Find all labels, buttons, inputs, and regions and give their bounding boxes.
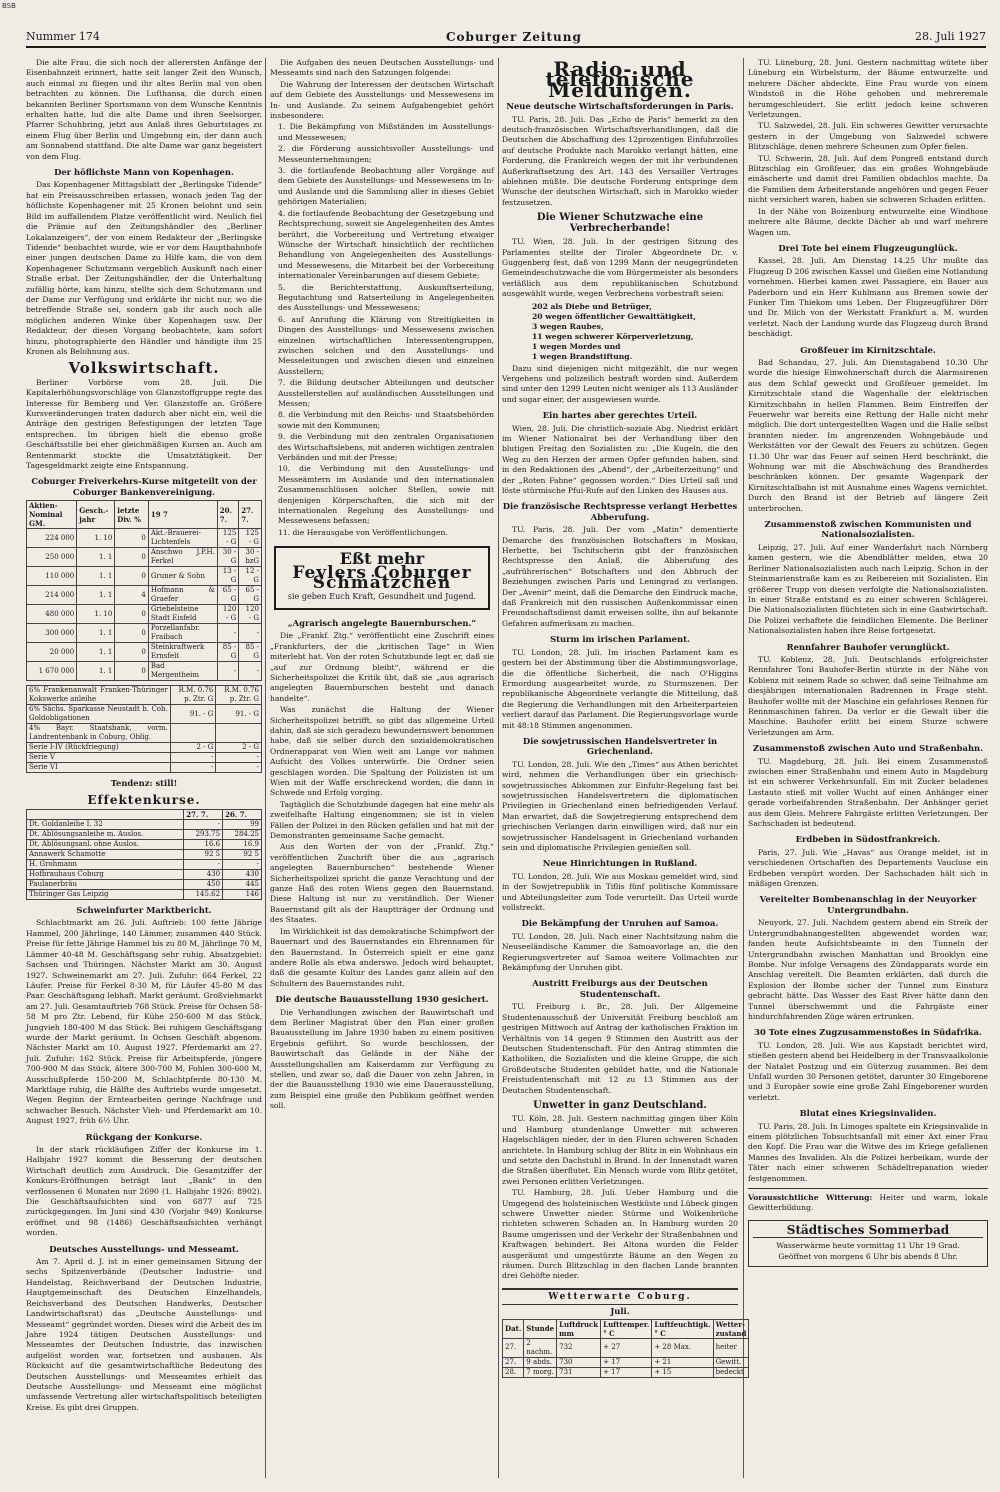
article-text: TU. London, 28. Juli. Nach einer Nachtsitzung nahm die Neuseeländische Kammer die Samoavorlage an, die den Regierungsvertreter auf Samoa weitere Vollmachten zur Bekämpfung der Unruhen gibt. [502, 931, 738, 973]
table-row [27, 763, 262, 773]
table-cell: 6% Sächs. Sparkasse Neustadt b. Cob. Goldobligationen [27, 705, 171, 724]
weather-month: Juli. [610, 1306, 630, 1317]
article-text: TU. London, 28. Juli. Wie den „Times“ aus Athen berichtet wird, nehmen die Verhandlungen über ein griechisch-sowjetrussisches Abkommen zur Einfuhr-Regelung fast bei sowjetrussischen Handelsvertretern die diplomatischen Privilegien in Griechenland einen befriedigenden Verlauf. Man erwartet, daß die Sowjetregierung entsprechend dem griechischen Verlangen darin einwilligen wird, daß nur ein sowjetrussischer Handelsagent in Griechenland vorhanden sein und diplomatische Privilegien genießen soll. [502, 759, 738, 852]
table-cell: 1. 1 [77, 662, 115, 681]
column-divider [265, 58, 266, 1478]
issue-date: 28. Juli 1927 [914, 30, 986, 43]
forecast-text: Heiter und warm, lokale Gewitterbildung. [748, 1193, 988, 1213]
table-cell: 125 - G [217, 529, 238, 548]
list-item: 1. Die Bekämpfung von Mißständen im Ausstellungs- und Messewesen; [278, 122, 494, 142]
table-cell: Gruner & Sohn [148, 567, 217, 586]
table-cell: 0 [115, 643, 149, 662]
article-heading: Drei Tote bei einem Flugzeugunglück. [778, 242, 958, 253]
list-item: 11. die Herausgabe von Veröffentlichungen. [278, 527, 448, 537]
article-heading: Die französische Rechtspresse verlangt Herbettes Abberufung. [502, 501, 738, 522]
issue-number: Nummer 174 [26, 30, 100, 43]
table-header-row [503, 1319, 749, 1338]
table-cell: 92 5 [184, 850, 223, 860]
table-cell: 120 - G [217, 605, 238, 624]
table-cell: 1 670 000 [27, 662, 77, 681]
article-text: Was zunächst die Haltung der Wiener Sicherheitspolizei betrifft, so gibt das allgemeine Urteil dahin, daß sie sich geradezu bewundernswert benommen habe, daß sie selber durch den sozialdemokratischen Ordnerapparat von Wien weit am Lange vor nahmen Aufsicht des Volkes unterwürfe. Die Ordner seien geschlagen worden. Die Spaltung der Polizisten ist um Wien mit der Waffe erschreckend worden, die dann in Schwede und Erfolg vorging. [270, 705, 494, 798]
column-divider [743, 58, 744, 1478]
table-header-cell: Wetter-zustand [713, 1319, 749, 1338]
table-row [27, 880, 262, 890]
table-cell: 430 [184, 870, 223, 880]
numbered-list [270, 122, 494, 538]
table-row [27, 830, 262, 840]
table-cell: Dt. Goldanleihe I. 32 [27, 820, 184, 830]
table-cell: 30 - bzG [239, 548, 262, 567]
table-cell: 1. 1 [77, 567, 115, 586]
sommerbad-water-temp: Wasserwärme heute vormittag 11 Uhr 19 Grad. [776, 1241, 960, 1251]
table-cell: + 17 [601, 1367, 652, 1377]
article-text: Schlachtmarkt am 26. Juli. Auftrieb: 100 fette Jährige Hammel, 200 Jährlinge, 140 Lämmer, zusammen 440 Stück. Preise für fette Jährige Hammel bis zu 80 M, Jährlinge 70 M, Lämmer 40-48 M. Geschäftsgang sehr ruhig. Absatzgebiet: Sachsen und Thüringen. Nächster Markt am 30. August 1927. Schweinemarkt am 27. Juli. Zufuhr: 664 Ferkel, 22 Läufer. Preise für Ferkel 8-30 M, für Läufer 45-80 M das Paar. Geschäftsgang lebhaft. Markt geräumt. Großviehmarkt am 27. Juli. Gesamtauftrieb 768 Stück. Preise für Ochsen 58-58 M pro Ztr. Lebend, für Kühe 250-600 M das Stück, Jungvieh 180-400 M das Stück. Bei ruhigem Geschäftsgang wurde der Markt geräumt. In Ochsen Geschäft abgenom. Nächster Markt am 10. August 1927. Pferdemarkt am 27. Juli. Zufuhr: 162 Stück. Preise für Arbeitspferde, jüngere 700-900 M das Stück, ältere 300-700 M, Fohlen 300-600 M, Ausschußpferde 150-200 M, Schlachtpferde 80-130 M. Marktlage ruhig, die Hälfte des Auftriebs wurde umgesetzt. Wegen Beginn der Erntearbeiten geringe Nachfrage und schwacher Besuch. Nächster Vieh- und Pferdemarkt am 10. August 1927, früh 6½ Uhr. [26, 918, 262, 1126]
article-text: TU. Wien, 28. Juli. In der gestrigen Sitzung des Parlamentes stellte der Tiroler Abgeordnete Dr. v. Guggenberg fest, daß von 1299 Mann der neugegründeten Gemeindeschutzwache die vom Bürgermeister als besonders verläßlich aus dem republikanischen Schutzbund ausgewählt wurde, wegen Verbrechens vorbestraft seien: [502, 237, 738, 299]
article-text: Die alte Frau, die sich noch der allerersten Anfänge der Eisenbahnzeit erinnert, hatte seit langer Zeit den Wunsch, auch einmal zu fliegen und ihr altes Berlin mal von oben betrachten zu können. Die Lufthansa, die durch einen bekannten Berliner Sportsmann von dem Wunsche Kenntnis erhalten hatte, lud die alte Dame und ihren Seelsorger, Pfarrer Schuhbring, jetzt aus Anlaß ihres Geburtstages zu einem Flug über Berlin und Umgebung ein, der dann auch am Sonnabend stattfand. Die alte Dame war ganz begeistert von dem Flug. [26, 58, 262, 161]
table-cell: - [216, 763, 262, 773]
table-cell: 16.6 [184, 840, 223, 850]
table-cell: Porzellanfabr. Fraibach [148, 624, 217, 643]
article-text: TU. Hamburg, 28. Juli. Ueber Hamburg und die Umgegend des holsteinischen Westküste und Lübeck gingen schwere Unwetter nieder. Stürme und Wolkenbrüche richteten schweren Schaden an. In Hamburg wurden 20 Baume umgerissen und der Verkehr der Straßenbahnen und Kraftwagen behindert. Bei Altona wurden die Felder ausgeräumt und umgestürzte Bäume an den Wegen zu räumen. Durch Blitzschlag in den flachen Lande brannten drei Gehöfte nieder. [502, 1188, 738, 1281]
table-cell: + 21 [652, 1357, 713, 1367]
table-cell: Dt. Ablösungsanleihe m. Auslos. [27, 830, 184, 840]
table-cell: 6% Frankenanwalt Franken-Thüringer Kokswerke anleihe [27, 686, 171, 705]
article-heading: Rückgang der Konkurse. [85, 1131, 203, 1142]
table-cell: 7 morg. [524, 1367, 557, 1377]
column-2 [270, 58, 494, 1478]
article-heading: Deutsches Ausstellungs- und Messeamt. [49, 1243, 239, 1254]
table-cell: 145.62 [184, 890, 223, 900]
table-cell: 20 000 [27, 643, 77, 662]
table-row [503, 1338, 749, 1357]
table-cell: 450 [184, 880, 223, 890]
table-cell: 65 - G [239, 586, 262, 605]
table-header-cell: Luftdruck mm [557, 1319, 601, 1338]
table-cell: 28. [503, 1367, 524, 1377]
list-item: 20 wegen öffentlicher Gewalttätigkeit, [532, 311, 696, 321]
table-header-cell: Stunde [524, 1319, 557, 1338]
table-cell: 731 [557, 1367, 601, 1377]
table-cell: + 15 [652, 1367, 713, 1377]
table-row [27, 686, 262, 705]
table-body [27, 686, 262, 773]
article-text: TU. Lüneburg, 28. Juni. Gestern nachmittag wütete über Lüneburg ein Wirbelsturm, der Bäume entwurzelte und mehrere Dächer abdeckte. Eine Frau wurde von einem Windstoß in die Höhe gehoben und mehreremale herumgeschleudert. Sie erlitt jedoch keine schweren Verletzungen. [748, 58, 988, 120]
list-item: 10. die Verbindung mit den Ausstellungs- und Messeämtern im Auslande und den internationalen Zusammenschlüssen solcher Stellen, sowie mit denjenigen Körperschaften, die sich mit der internationalen Regelung des Ausstellungs- und Messewesens befassen; [278, 464, 494, 526]
table-row [27, 567, 262, 586]
table-row [27, 662, 262, 681]
table-row [27, 753, 262, 763]
table-row [27, 850, 262, 860]
statistics-list [532, 302, 738, 362]
table-cell: 2 nachm. [524, 1338, 557, 1357]
table-body [27, 820, 262, 900]
table-cell: Gewitt. [713, 1357, 749, 1367]
table-row [27, 840, 262, 850]
table-cell: 430 [223, 870, 262, 880]
table-row [27, 643, 262, 662]
article-heading: Neue Hinrichtungen in Rußland. [542, 858, 698, 869]
table-cell: 12 - G [239, 567, 262, 586]
list-item: 5. die Berichterstattung, Auskunftserteilung, Begutachtung und Ratserteilung in Angelegenheiten des Ausstellungs- und Messewesens; [278, 282, 494, 313]
article-text: Die Aufgaben des neuen Deutschen Ausstellungs- und Messeamts sind nach den Satzungen folgende: [270, 58, 494, 78]
market-tendency: Tendenz: still! [110, 778, 178, 789]
article-text: TU. Koblenz, 28. Juli. Deutschlands erfolgreichster Rennfahrer Toni Bauhofer-Berlin stürzte in der Nähe von Koblenz mit seinem Rade so schwer, daß seine Teilnahme am diesjährigen internationalen Radrennen in Frage steht. Bauhofer wollte mit der Maschine ein gefahrloses Rennen für Rennmaschinen fahren. Da verlor er die Gewalt über die Maschine. Bauhofer erlitt bei einem Sturze schwere Verletzungen am Arm. [748, 654, 988, 737]
table-cell: 1. 10 [77, 605, 115, 624]
article-text: TU. London, 28. Juli. Im irischen Parlament kam es gestern bei der Abstimmung über die Abstimmungsvorlage, die die öffentliche Sicherheit, die nach O'Higgins Ermordung ausgearbeitet wurde, zu Sturmszenen. Der republikanische Abgeordnete verlangte die Mitteilung, daß die Regierung die Verhandlungen mit den Arbeiterparteien verliert darauf das Parlament. Die Regierungsvorlage wurde mit 48:18 Stimmen angenommen. [502, 647, 738, 730]
table-cell: 445 [223, 880, 262, 890]
table-cell: 0 [115, 548, 149, 567]
table-row [27, 624, 262, 643]
table-cell: Hofmann & Graefer [148, 586, 217, 605]
article-heading: Die sowjetrussischen Handelsvertreter in Griechenland. [522, 735, 718, 757]
table-row [27, 870, 262, 880]
table-cell: Annawerk Schamotte [27, 850, 184, 860]
column-4 [748, 58, 988, 1478]
table-cell: 30 - G [217, 548, 238, 567]
table-header-cell: Aktien-Nominal GM. [27, 501, 77, 529]
table-header-cell: 20. 7. [217, 501, 238, 529]
table-cell: Anschwo J.P.H. Ferkel [148, 548, 217, 567]
table-cell: 300 000 [27, 624, 77, 643]
table-cell: 9 abds. [524, 1357, 557, 1367]
table-cell: 65 - G [217, 586, 238, 605]
table-row [27, 586, 262, 605]
table-cell: 284.25 [223, 830, 262, 840]
article-heading: Zusammenstoß zwischen Auto und Straßenbahn. [752, 743, 984, 754]
article-text: Leipzig, 27. Juli. Auf einer Wanderfahrt nach Nürnberg kamen gestern, wie die Abendblätter melden, etwa 20 Berliner Nationalsozialisten auch nach Leipzig. Schon in der Steinmarienstraße kam es zu Reibereien mit Sozialisten. Ein größerer Trupp von diesen verfolgte die Nationalsozialisten. In einer Straße entstand es zu einer schweren Schlägerei. Die Nationalsozialisten flüchteten sich in eine Gastwirtschaft. Die Polizei verhaftete die feindlichen Elemente. Die Berliner Nationalsozialisten haben ihre Reise fortgesetzt. [748, 542, 988, 636]
table-row [27, 743, 262, 753]
article-heading: Blutat eines Kriegsinvaliden. [799, 1108, 937, 1119]
article-heading: Sturm im irischen Parlament. [550, 634, 690, 645]
table-cell: - [170, 753, 216, 763]
table-cell: 0 [115, 605, 149, 624]
list-item: 3 wegen Raubes, [532, 321, 604, 331]
article-text: Neuyork, 27. Juli. Nachdem gestern abend ein Streik der Untergrundbahnangestellten abgewendet worden war, fanden heute Aufsichtsbeamte in den Tunneln der Untergrundbahn zwischen Manhattan und Brooklyn eine Bombe. Nur infolge Versagens des Zündapparats wurde ein Anschlag vereitelt. Die Beamten erklärten, daß durch die Explosion der Bombe sicher der Tunnel zum Einsturz gebracht hätte. Das Wasser des East River hätte dann den Tunnel überschwemmt und die Fahrgäste einer hindurchfahrenden Züge wären ertrunken. [748, 918, 988, 1021]
table-row [27, 724, 262, 743]
table-header-cell [27, 810, 184, 820]
article-text: Tagtäglich die Schutzbunde dagegen hat eine mehr als zweifelhafte Haltung eingenommen; sie ist in vielen Fällen der Polizei in den Rücken gefallen und hat mit der Demonstranten gemeinsame Sache gemacht. [270, 799, 494, 841]
sommerbad-notice [748, 1220, 988, 1267]
article-text: Aus den Worten der von der „Frankf. Ztg.“ veröffentlichen Zuschrift über die aus „agrarisch angelegten Bauernburschen“ bestehende Wiener Sicherheitspolizei spricht die ganze Verachtung und der ganze Haß des roten Wiens gegen den Bauernstand. Diese Haltung ist nur zu verständlich. Der Wiener Bauernstand gilt als der Hauptträger der Ordnung und des Staates. [270, 842, 494, 925]
article-heading: „Agrarisch angelegte Bauernburschen.“ [287, 617, 477, 628]
table-cell: 224 000 [27, 529, 77, 548]
table-header-row [27, 810, 262, 820]
table-header-cell: letzte Div. % [115, 501, 149, 529]
table-header-cell: Luftfeuchtigk. ° C [652, 1319, 713, 1338]
table-body [503, 1338, 749, 1377]
table-cell: - [184, 860, 223, 870]
table-cell: Serie I-IV (Rückfriegung) [27, 743, 171, 753]
list-item: 4. die fortlaufende Beobachtung der Gesetzgebung und Rechtsprechung, soweit sie Angelegenheiten des Amtes berührt, die Vorbereitung und Vertretung etwaiger Wünsche der Wirtschaft hinsichtlich der rechtlichen Behandlung von Angelegenheiten des Ausstellungs- und Messewesens, die Mitarbeit bei der Vorbereitung internationaler Vereinbarungen auf diesem Gebiete; [278, 208, 494, 281]
ad-headline: Eßt mehr [339, 549, 425, 569]
table-cell: 91. - G [216, 705, 262, 724]
page-header [26, 26, 986, 48]
table-cell: 4 [115, 586, 149, 605]
table-cell: 1. 10 [77, 529, 115, 548]
article-heading: Der höflichste Mann von Kopenhagen. [54, 167, 234, 178]
table-cell: H. Grohmann [27, 860, 184, 870]
table-cell [170, 724, 216, 743]
table-cell: 85 - G [239, 643, 262, 662]
article-heading: Die deutsche Bauausstellung 1930 gesichert. [275, 994, 489, 1005]
table-header-cell: Lufttemper. ° C [601, 1319, 652, 1338]
table-cell: - [217, 662, 238, 681]
table-cell: Paulanerbräu [27, 880, 184, 890]
forecast-label: Voraussichtliche Witterung: [748, 1193, 873, 1203]
article-text: Das Kopenhagener Mittagsblatt der „Berlingske Tidende“ hat ein Preisausschreiben erlassen, wonach jeden Tag der höflichste Kopenhagener mit 25 Kronen belohnt und sein Bild im auffallendem Platze veröffentlicht wird. Neulich fiel die Prämie auf den Zeitungshändler des „Berliner Lokalanzeigers“, der von einem Redakteur der „Berlingske Tidende“ beobachtet wurde, wie er vor dem Hauptbahnhofe einer jungen deutschen Dame zu Hilfe kam, die von dem Kopenhagener Schutzmann vergeblich Auskunft nach einer Straße erbat. Der Zeitungshändler, der die Unterhaltung zufällig hörte, kam hinzu, stellte sich dem Schutzmann und der Dame zur Verfügung und erklärte ihr nicht nur, wo die betreffende Straße sei, sondern gab ihr auch noch alle möglichen anderen Winke über Kopenhagen usw. Der Redakteur, der diesen Vorgang beobachtete, kam sofort hinzu, photographierte den Händler und händigte ihm 25 Kronen als Belohnung aus. [26, 180, 262, 356]
table-cell [216, 724, 262, 743]
ad-brand: Feylers Coburger Schmätzchen [292, 562, 472, 594]
table-cell: heiter [713, 1338, 749, 1357]
table-header-cell: 27. 7. [184, 810, 223, 820]
table-cell: 250 000 [27, 548, 77, 567]
table-row [27, 860, 262, 870]
table-cell: Dt. Ablösungsanl. ohne Auslos. [27, 840, 184, 850]
article-heading: Erdbeben in Südostfrankreich. [795, 834, 941, 845]
table-cell: 0 [115, 567, 149, 586]
list-item: 7. die Bildung deutscher Abteilungen und deutscher Ausstellerstellen auf ausländischen Ausstellungen und Messen; [278, 378, 494, 408]
article-heading: Die Bekämpfung der Unruhen auf Samoa. [521, 918, 719, 929]
table-header-cell: 26. 7. [223, 810, 262, 820]
list-item: 11 wegen schwerer Körperverletzung, [532, 331, 694, 341]
article-heading: Unwetter in ganz Deutschland. [533, 1099, 707, 1111]
bond-table [26, 685, 262, 773]
table-cell: 0 [115, 624, 149, 643]
table-row [503, 1357, 749, 1367]
table-cell: - [239, 662, 262, 681]
table-cell: 1. 1 [77, 643, 115, 662]
effekten-table [26, 809, 262, 900]
table-cell: 214 000 [27, 586, 77, 605]
table-header-cell: Dat. [503, 1319, 524, 1338]
article-text: TU. Paris, 28. Juli. Der vom „Matin“ dementierte Demarche des französischen Botschafters in Moskau, Herbette, bei Tschitscherin gibt der französischen Rechtspresse den Anlaß, die Abberufung des „aufrührerischen“ Botschafters und den Abbruch der Beziehungen zwischen Paris und Leningrad zu verlangen. Der „Avenir“ meint, daß die Demarche den Eindruck mache, daß Frankreich mit den russischen Außenkommissar einen Freundschaftsdienst damit erweisen sollte, ihn auf bekannte Gefahren aufmerksam zu machen. [502, 525, 738, 628]
article-text: TU. London, 28. Juli. Wie aus Moskau gemeldet wird, sind in der Sowjetrepublik in Tiflis fünf politische Kommissare und Abteilungsleiter zum Tode verurteilt. Das Urteil wurde vollstreckt. [502, 871, 738, 913]
article-text: Im Wirklichkeit ist das demokratische Schimpfwort der Bauernart und des Bauernstandes ein Ehrennamen für den Bauernstand. In Österreich spielt er eine ganz andere Rolle als etwa anderswo. Jedoch wird behauptet, daß die gesamte Kultur des Landes ganz allein auf den Schultern des Bauernstandes ruht. [270, 926, 494, 988]
table-row [27, 548, 262, 567]
article-heading: Austritt Freiburgs aus der Deutschen Studentenschaft. [532, 978, 708, 999]
table-cell: Akt.-Brauerei-Lichtenfels [148, 529, 217, 548]
table-cell: 1. 1 [77, 586, 115, 605]
library-watermark: BSB [2, 2, 16, 10]
list-item: 9. die Verbindung mit den zentralen Organisationen des Wirtschaftslebens, mit anderen wichtigen zentralen Verbänden und mit der Presse; [278, 432, 494, 463]
table-cell: 146 [223, 890, 262, 900]
table-cell: 2 - G [170, 743, 216, 753]
table-cell: 125 - G [239, 529, 262, 548]
table-cell: Serie V [27, 753, 171, 763]
table-header-cell: 19 7 [148, 501, 217, 529]
table-cell: 99 [223, 820, 262, 830]
article-text: Die Wahrung der Interessen der deutschen Wirtschaft auf dem Gebiete des Ausstellungs- und Messewesens im In- und Auslande. Zu seinem Aufgabengebiet gehört insbesondere: [270, 79, 494, 121]
advertisement [274, 546, 490, 610]
article-text: Die „Frankf. Ztg.“ veröffentlicht eine Zuschrift eines „Frankfurters, der die „kritischen Tage“ in Wien miterlebt hat. Von der roten Schutzbunde legt er, daß sie „auf zur Ordnung bleibt“, während er die Sicherheitspolizei die Kritik übt, daß sie „aus agrarisch angelegten Bauernburschen besteht und danach handelte“. [270, 631, 494, 703]
table-cell: - [239, 624, 262, 643]
table-cell: R.M. 0.76 p. Ztr. G [216, 686, 262, 705]
table-cell: 27. [503, 1338, 524, 1357]
table-heading: Coburger Freiverkehrs-Kurse mitgeteilt von der Coburger Bankenvereinigung. [31, 476, 257, 497]
article-text: Berliner Vorbörse vom 28. Juli. Die Kapitalerhöhungsvorschläge von Glanzstoffgruppe regte das Interesse für Bemberg und Ver. Glanzstoffe an. Größere Kursveränderungen traten dadurch aber nicht ein, weil die Anträge den gestrigen Befestigungen der letzten Tage entsprechen. Im übrigen hielt die ebenso große Geschäftsstille bei eher gleichmäßigen Kursen an. Auch am Rentenmarkt stockte die Umsatztätigkeit. Der Tagesgeldmarkt zeigte eine Entspannung. [26, 377, 262, 471]
table-row [27, 529, 262, 548]
table-cell: R.M. 0.76 p. Ztr. G [170, 686, 216, 705]
table-cell: - [216, 753, 262, 763]
list-item: 1 wegen Mordes und [532, 341, 621, 351]
table-cell: - [223, 860, 262, 870]
table-cell: 4% Bayr. Staatsbank, vorm. Landrentenbank in Coburg, Oblig. [27, 724, 171, 743]
article-heading: Zusammenstoß zwischen Kommunisten und Nationalsozialisten. [764, 519, 972, 540]
article-text: TU. Magdeburg, 28. Juli. Bei einem Zusammenstoß zwischen einer Straßenbahn und einem Auto in Magdeburg ist ein schwerer Verkehrsunfall. Ein mit Zucker beladenes Lastauto stieß mit voller Wucht auf einen Anhänger einer gerade vorbeifahrenden Straßenbahn. Der Anhänger geriet aus dem Gleis. Mehrere Fahrgäste erlitten Verletzungen. Der Sachschaden ist bedeutend. [748, 756, 988, 829]
column-1 [26, 58, 262, 1478]
table-cell: 120 - G [239, 605, 262, 624]
list-item: 3. die fortlaufende Beobachtung aller Vorgänge auf dem Gebiete des Ausstellungs- und Messewesens im In- und Auslande und die Sammlung aller in dieses Gebiet gehörigen Materialien; [278, 166, 494, 207]
section-heading: Effektenkurse. [87, 792, 201, 807]
column-divider [498, 58, 499, 1478]
table-cell: + 28 Max. [652, 1338, 713, 1357]
table-cell: Steinkraftwerk Ernsfelt [148, 643, 217, 662]
freiverkehr-table [26, 500, 262, 681]
article-text: Paris, 27. Juli. Wie „Havas“ aus Orange meldet, ist in verschiedenen Ortschaften des Departements Vaucluse ein Erdbeben verspürt worden. Der Sachschaden hält sich in mäßigen Grenzen. [748, 847, 988, 889]
table-cell: 1. 1 [77, 624, 115, 643]
article-text: Wien, 28. Juli. Die christlich-soziale Abg. Niedrist erklärt im Wiener Nationalrat bei der Verhandlung über den blutigen Freitag den Sozialisten zu: „Die Kugeln, die den Weg zu den Herzen der armen Opfer gefunden haben, sind in den Redaktionen des „Abend“, der „Arbeiterzeitung“ und der „Roten Fahne“ gegossen worden.“ Dies Urteil saß und löste stürmische Pfui-Rufe auf den Linken des Hauses aus. [502, 423, 738, 495]
divider [748, 1188, 988, 1189]
table-cell: 1. 1 [77, 548, 115, 567]
table-row [27, 890, 262, 900]
table-cell: 85 - G [217, 643, 238, 662]
article-text: In der stark rückläufigen Ziffer der Konkurse im 1. Halbjahr 1927 kommt die Besserung der deutschen Wirtschaft deutlich zum Ausdruck. Die Gesamtziffer der Konkurs-Eröffnungen beträgt laut „Bank“ in den verflossenen 6 Monaten nur 2690 (1. Halbjahr 1926: 8902). Die Geschäftsaufsichten sind von 6877 auf 725 zurückgegangen. Im Juni sind 430 (Vorjahr 949) Konkurse eröffnet und 98 (1486) Geschäftsaufsichten verhängt worden. [26, 1145, 262, 1238]
table-row [27, 605, 262, 624]
table-cell: - [170, 763, 216, 773]
table-cell: 2 - G [216, 743, 262, 753]
table-cell: 732 [557, 1338, 601, 1357]
table-header-cell: 27. 7. [239, 501, 262, 529]
article-text: In der Nähe von Boizenburg entwurzelte eine Windhose mehrere alte Bäume, deckte Dächer ab und warf mehrere Wagen um. [748, 206, 988, 237]
table-cell: 480 000 [27, 605, 77, 624]
article-text: Dazu sind diejenigen nicht mitgezählt, die nur wegen Vergehens und polizeilich bestraft worden sind. Außerdem sind unter den 1299 Leuten nicht weniger als 113 Ausländer und sogar einer, der ausgewiesen wurde. [502, 363, 738, 404]
table-cell: 0 [115, 662, 149, 681]
table-cell: Bad Mergentheim [148, 662, 217, 681]
column-3 [502, 57, 747, 1478]
table-cell: 110 000 [27, 567, 77, 586]
section-heading: Volkswirtschaft. [68, 359, 220, 378]
article-text: Die Verhandlungen zwischen der Bauwirtschaft und dem Berliner Magistrat über den Plan einer großen Bauausstellung im Jahre 1930 haben zu einem positiven Ergebnis geführt. So wurde beschlossen, der Bauwirtschaft das Gelände in der Nähe der Ausstellungshallen am Kaiserdamm zur Verfügung zu stellen, und zwar so, daß die Dauer von zehn Jahren, in der die Bauausstellung 1930 wie eine Dauerausstellung, zum Beispiel eine große den Publikum geöffnet werden soll. [270, 1007, 494, 1111]
sommerbad-title: Städtisches Sommerbad [753, 1225, 983, 1238]
list-item: 8. die Verbindung mit den Reichs- und Staatsbehörden sowie mit den Kommunen; [278, 410, 494, 430]
table-header-row [27, 501, 262, 529]
table-body [27, 529, 262, 681]
article-text: TU. Salzwedel, 28. Juli. Ein schweres Gewitter verursachte gestern in der Umgebung von Salzwedel schwere Blitzschläge, denen mehrere Scheunen zum Opfer fielen. [748, 121, 988, 152]
table-row [27, 820, 262, 830]
table-cell: bedeckt [713, 1367, 749, 1377]
table-cell: + 17 [601, 1357, 652, 1367]
article-heading: Die Wiener Schutzwache eine Verbrecherbande! [536, 212, 704, 234]
list-item: 2. die Förderung aussichtsvoller Ausstellungs- und Messeunternehmungen; [278, 144, 494, 164]
article-heading: 30 Tote eines Zugzusammenstoßes in Südafrika. [754, 1027, 982, 1038]
article-heading: Schweinfurter Marktbericht. [76, 905, 212, 916]
article-heading: Neue deutsche Wirtschaftsforderungen in Paris. [506, 101, 734, 112]
table-cell: 27. [503, 1357, 524, 1367]
table-cell: Thüringer Gas Leipzig [27, 890, 184, 900]
table-cell: + 27 [601, 1338, 652, 1357]
weather-forecast [748, 1193, 988, 1214]
table-cell: Griebelsteine Stadt Eisfeld [148, 605, 217, 624]
table-cell: 91. - G [170, 705, 216, 724]
table-cell: 16.9 [223, 840, 262, 850]
article-text: Am 7. April d. J. ist in einer gemeinsamen Sitzung der sechs Spitzenverbände (Deutscher Industrie- und Handelstag, Reichsverband der Deutschen Industrie, Hauptgemeinschaft des Deutschen Einzelhandels, Reichsverband des Deutschen Handwerks, Deutscher Landwirtschaftsrat) das „Deutsche Ausstellungs- und Messeamt“ gegründet worden. Dieses wird die Arbeit des im Jahre 1924 tätigen Deutschen Ausstellungs- und Messeamtes der Deutschen Industrie, das inzwischen aufgelöst worden war, fortsetzen und ausbauen. Als Rücksicht auf die gesamtwirtschaftliche Bedeutung des Deutschen Ausstellungs- und Messeamtes erhielt das Deutsche Ausstellungs- und Messeamt eine möglichst umfassende Vertretung aller wirtschaftspolitisch beteiligten Kreise. Es gibt drei Gruppen. [26, 1257, 262, 1412]
weather-station-title: Wetterwarte Coburg. [502, 1288, 738, 1305]
table-cell: 293.75 [184, 830, 223, 840]
table-cell: 13 - G [217, 567, 238, 586]
table-header-cell: Gesch.-jahr [77, 501, 115, 529]
article-text: TU. Schwerin, 28. Juli. Auf dem Pongreß entstand durch Blitzschlag ein Großfeuer, das ein großes Wohngebäude einäscherte und damit drei Familien obdachlos machte. Da die Familien dem Arbeiterstande angehören und gegen Feuer nicht versichert waren, haben sie schweren Schaden erlitten. [748, 153, 988, 205]
article-text: TU. Paris, 28. Juli. In Limoges spaltete ein Kriegsinvalide in einem plötzlichen Tobsuchtsanfall mit einer Axt einer Frau den Kopf. Die Frau war die Witwe des im Kriege gefallenen Mannes des Invaliden. Als die Polizei herbeikam, wurde der Täter nach einer schweren Schädeltrepanation wieder festgenommen. [748, 1121, 988, 1183]
article-text: TU. Köln, 28. Juli. Gestern nachmittag gingen über Köln und Hamburg stundenlange Unwetter mit schweren Hagelschlägen nieder, der in den Fluren schweren Schaden anrichtete. In Hamburg schlug der Blitz in ein Wohnhaus ein und setzte den Dachstuhl in Brand. In der Innenstadt waren die Straßen überflutet. Ein Mensch wurde vom Blitz getötet, zwei Personen erlitten Verletzungen. [502, 1114, 738, 1186]
table-cell: 730 [557, 1357, 601, 1367]
table-cell: Serie VI [27, 763, 171, 773]
table-cell: 92 5 [223, 850, 262, 860]
article-text: TU. Freiburg i. Br., 28. Juli. Der Allgemeine Studentenausschuß der Universität Freiburg beschloß am gestrigen Mittwoch auf Antrag der katholischen Fraktion im Verhältnis von 14 gegen 9 Stimmen den Austritt aus der Deutschen Studentenschaft. Für den Antrag stimmten die Katholiken, die Sozialisten und die kleine Gruppe, die sich Großdeutsche Studenten gebildet hatte, und die Nationale Freistudentenschaft mit 12 zu 13 Stimmen aus der Deutschen Studentenschaft. [502, 1002, 738, 1095]
table-cell: Hofbrauhaus Coburg [27, 870, 184, 880]
article-text: Kassel, 28. Juli. Am Dienstag 14.25 Uhr mußte das Flugzeug D 206 zwischen Kassel und Gießen eine Notlandung vornehmen. Hierbei kamen zwei Passagiere, ein Bauer aus Paderborn und ein Herr Kuhlmann aus Bremen sowie der Funker Tim Thiekom ums Leben. Der Flugzeugführer Dörr und Dr. Milch von der Werkstatt Frankfurt a. M. wurden verletzt. Nach der Landung wurde das Flugzeug durch Brand beschädigt. [748, 256, 988, 339]
article-text: TU. London, 28. Juli. Wie aus Kapstadt berichtet wird, stießen gestern abend bei Heidelberg in der Transvaalkolonie der Natalet Postzug und ein Güterzug zusammen. Bei dem Unfall wurden 30 Personen getötet, darunter 30 Eingeborene und 3 Europäer sowie eine große Zahl Eingeborener wurden verletzt. [748, 1040, 988, 1102]
table-cell: 0 [115, 529, 149, 548]
table-row [503, 1367, 749, 1377]
ad-slogan: sie geben Euch Kraft, Gesundheit und Jugend. [287, 591, 477, 601]
article-heading: Großfeuer im Kirnitzschtale. [800, 344, 936, 355]
sommerbad-hours: Geöffnet von morgens 6 Uhr bis abends 8 Uhr. [778, 1251, 958, 1261]
article-heading: Ein hartes aber gerechtes Urteil. [542, 410, 698, 421]
list-item: 6. auf Anrufung die Klärung von Streitigkeiten in Dingen des Ausstellungs- und Messewesens zwischen einzelnen wirtschaftlichen Interessentengruppen, zwischen solchen und den Ausstellungs- und Messeleitungen und zwischen diesen und einzelnen Ausstellern; [278, 314, 494, 376]
table-row [27, 705, 262, 724]
article-heading: Vereitelter Bombenanschlag in der Neuyorker Untergrundbahn. [759, 894, 977, 915]
article-text: Bad Schandau, 27. Juli. Am Dienstagabend 10.30 Uhr wurde die hiesige Einwohnerschaft durch die Alarmsirenen aus dem Schlaf geweckt und Großfeuer gemeldet. Im Kirnitzschtale stand die Wagenhalle der elektrischen Kirnitzschbahn in hellen Flammen. Beim Eintreffen der Feuerwehr war bereits eine Rettung der Halle nicht mehr möglich. Die dort untergestellten Wagen und die Halle selbst brannten nieder. Im angrenzenden Wohngebäude und Werkstätten vor der Gewalt des Feuers zu schützen. Gegen 11.30 Uhr war das Feuer auf seinen Herd beschränkt, die Wohnung war mit die Abschwächung des Brandherdes beschränken können. Der gesamte Wagenpark der Kirnitzschtalbahn ist mit Ausnahme eines Wagens vernichtet. Durch den Brand ist der Betrieb auf längere Zeit unterbrochen. [748, 357, 988, 513]
section-title: Radio- und telefonische Meldungen. [545, 57, 695, 102]
weather-table [502, 1319, 749, 1378]
table-cell: - [184, 820, 223, 830]
article-text: TU. Paris, 28. Juli. Das „Echo de Paris“ bemerkt zu den deutsch-französischen Wirtschaftsverhandlungen, daß die Deutschen die Abschaffung des 12prozentigen Einfuhrzolles auf deutsche Produkte nach Marokko verlangt hätten, eine Forderung, die Frankreich wegen der mit ihr verbundenen Außerkraftsetzung des Art. 143 des Versailler Vertrages ablehnen müßte. Die deutsche Forderung entspringe dem Wunsche der deutschen Wirtschaft, sich in Marokko wieder festzusetzen. [502, 114, 738, 207]
list-item: 202 als Diebe und Betrüger, [532, 301, 652, 311]
article-heading: Rennfahrer Bauhofer verunglückt. [786, 641, 950, 652]
table-cell: - [217, 624, 238, 643]
newspaper-title: Coburger Zeitung [446, 30, 582, 44]
list-item: 1 wegen Brandstiftung. [532, 351, 633, 361]
